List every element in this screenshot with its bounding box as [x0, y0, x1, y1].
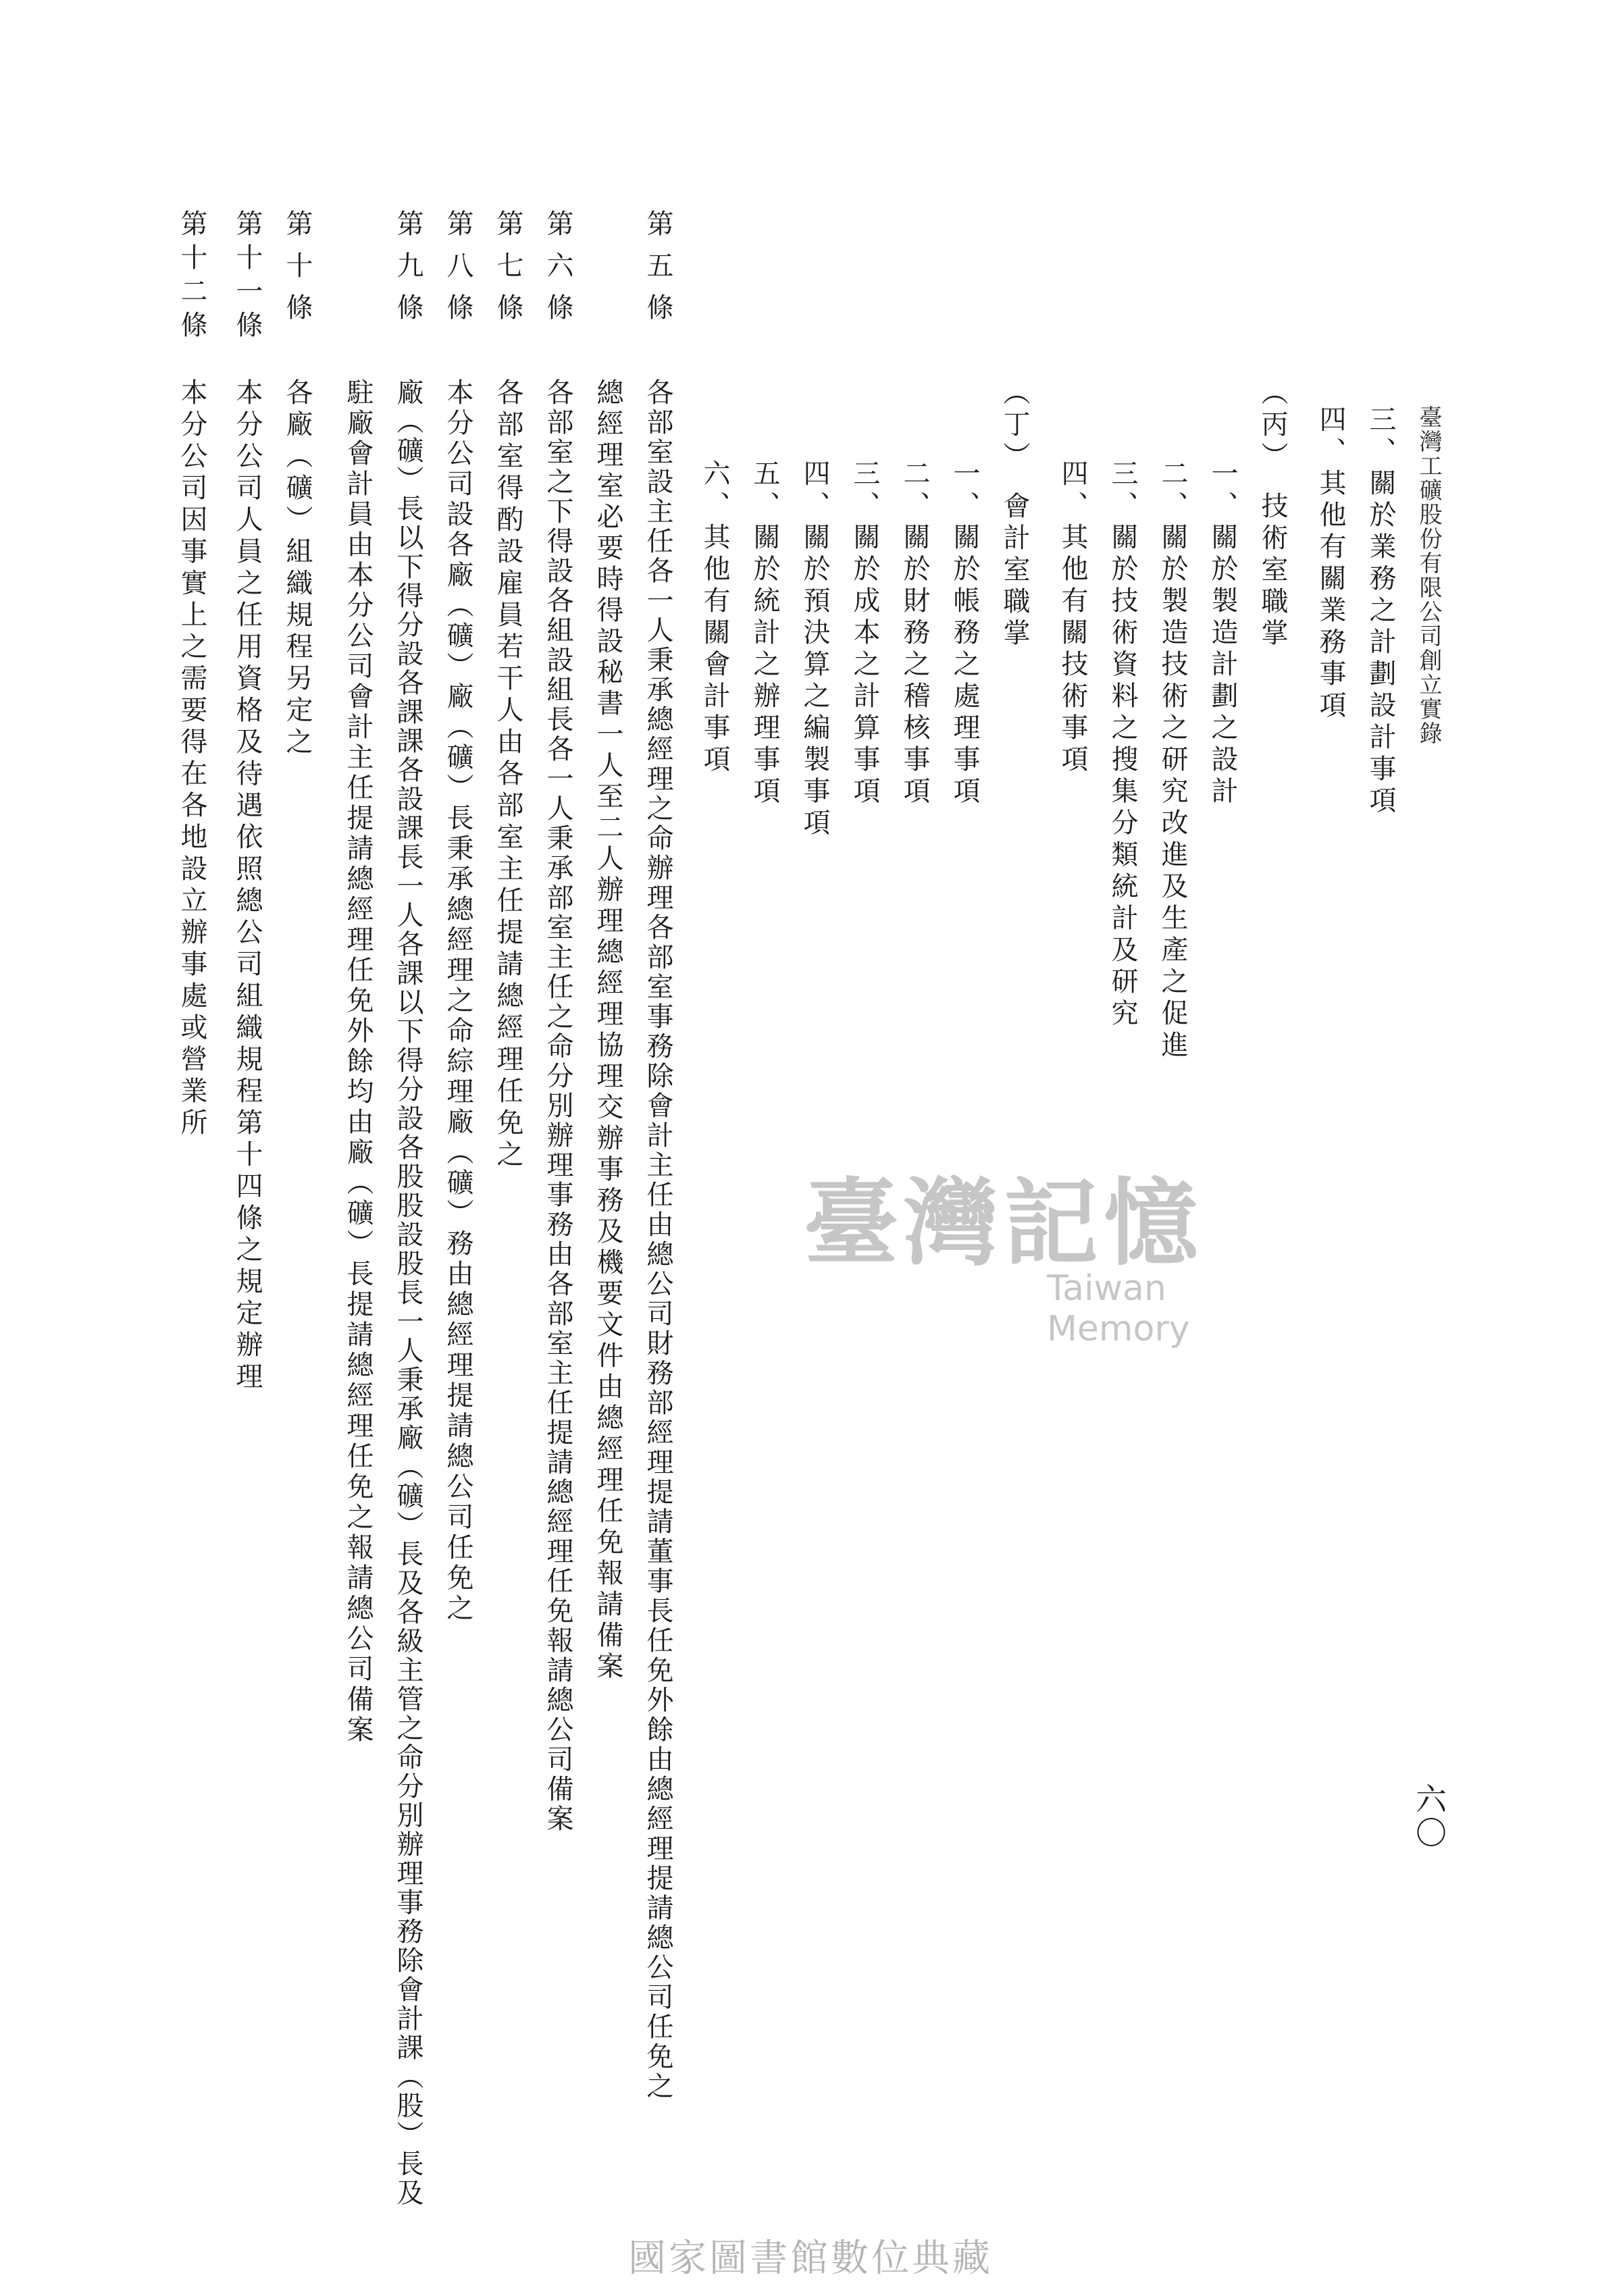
taiwan-memory-watermark: [804, 1148, 1317, 1349]
article-7-text: 各部室得酌設雇員若干人由各部室主任提請總經理任免之: [492, 378, 523, 1172]
item-accounting-1: 一、關於帳務之處理事項: [949, 459, 980, 808]
item-accounting-5: 五、關於統計之辦理事項: [749, 459, 780, 808]
article-8-label: 第八條: [442, 209, 473, 335]
item-business-3: 三、關於業務之計劃設計事項: [1365, 405, 1396, 818]
item-business-4: 四、其他有關業務事項: [1315, 405, 1346, 723]
running-header: 臺灣工礦股份有限公司創立實錄: [1415, 405, 1442, 746]
item-technical-2: 二、關於製造技術之研究改進及生產之促進: [1157, 459, 1188, 1062]
article-6-text: 各部室之下得設各組設組長各一人秉承部室主任之命分別辦理事務由各部室主任提請總經理任免報請總公司備案: [542, 378, 573, 1834]
item-accounting-2: 二、關於財務之稽核事項: [899, 459, 930, 808]
article-8-text: 本分公司設各廠（礦）廠（礦）長秉承總經理之命綜理廠（礦）務由總經理提請總公司任免之: [442, 378, 473, 1624]
item-technical-3: 三、關於技術資料之搜集分類統計及研究: [1107, 459, 1138, 1030]
section-heading-technical: （丙） 技術室職掌: [1257, 378, 1288, 650]
article-9-text: 廠（礦）長以下得分設各課課各設課長一人各課以下得分設各股股設股長一人秉承廠（礦）長及各級主管之命分別辦理事務除會計課（股）長及: [392, 378, 423, 2208]
article-6-label: 第六條: [542, 209, 573, 335]
item-accounting-3: 三、關於成本之計算事項: [849, 459, 880, 808]
item-technical-4: 四、其他有關技術事項: [1057, 459, 1088, 777]
item-accounting-4: 四、關於預決算之編製事項: [799, 459, 830, 840]
article-10-label: 第十條: [282, 209, 313, 335]
article-12-label: 第十二條: [176, 209, 207, 344]
page-number: 六〇: [1411, 1783, 1447, 1850]
article-10-text: 各廠（礦）組織規程另定之: [282, 378, 313, 759]
article-7-label: 第七條: [492, 209, 523, 335]
article-11-label: 第十一條: [232, 209, 263, 344]
article-5-continuation: 總經理室必要時得設秘書一人至二人辦理總經理協理交辦事務及機要文件由總經理任免報請備案: [592, 378, 623, 1683]
article-5-label: 第五條: [642, 209, 673, 335]
article-9-label: 第九條: [392, 209, 423, 335]
article-12-text: 本分公司因事實上之需要得在各地設立辦事處或營業所: [176, 378, 207, 1140]
item-technical-1: 一、關於製造計劃之設計: [1207, 459, 1238, 808]
watermark-subtitle: Taiwan Memory: [1047, 1268, 1190, 1349]
watermark-title: 臺灣記憶: [804, 1168, 1204, 1279]
section-heading-accounting: （丁） 會計室職掌: [999, 378, 1030, 650]
article-11-text: 本分公司人員之任用資格及待遇依照總公司組織規程第十四條之規定辦理: [232, 378, 263, 1394]
article-5-text: 各部室設主任各一人秉承總經理之命辦理各部室事務除會計主任由總公司財務部經理提請董事長任免外餘由總經理提請總公司任免之: [642, 378, 673, 2102]
article-9-continuation: 駐廠會計員由本分公司會計主任提請總經理任免外餘均由廠（礦）長提請總經理任免之報請總公司備案: [342, 378, 374, 1746]
item-accounting-6: 六、其他有關會計事項: [699, 459, 730, 777]
footer-credit: 國家圖書館數位典藏: [628, 2237, 993, 2280]
